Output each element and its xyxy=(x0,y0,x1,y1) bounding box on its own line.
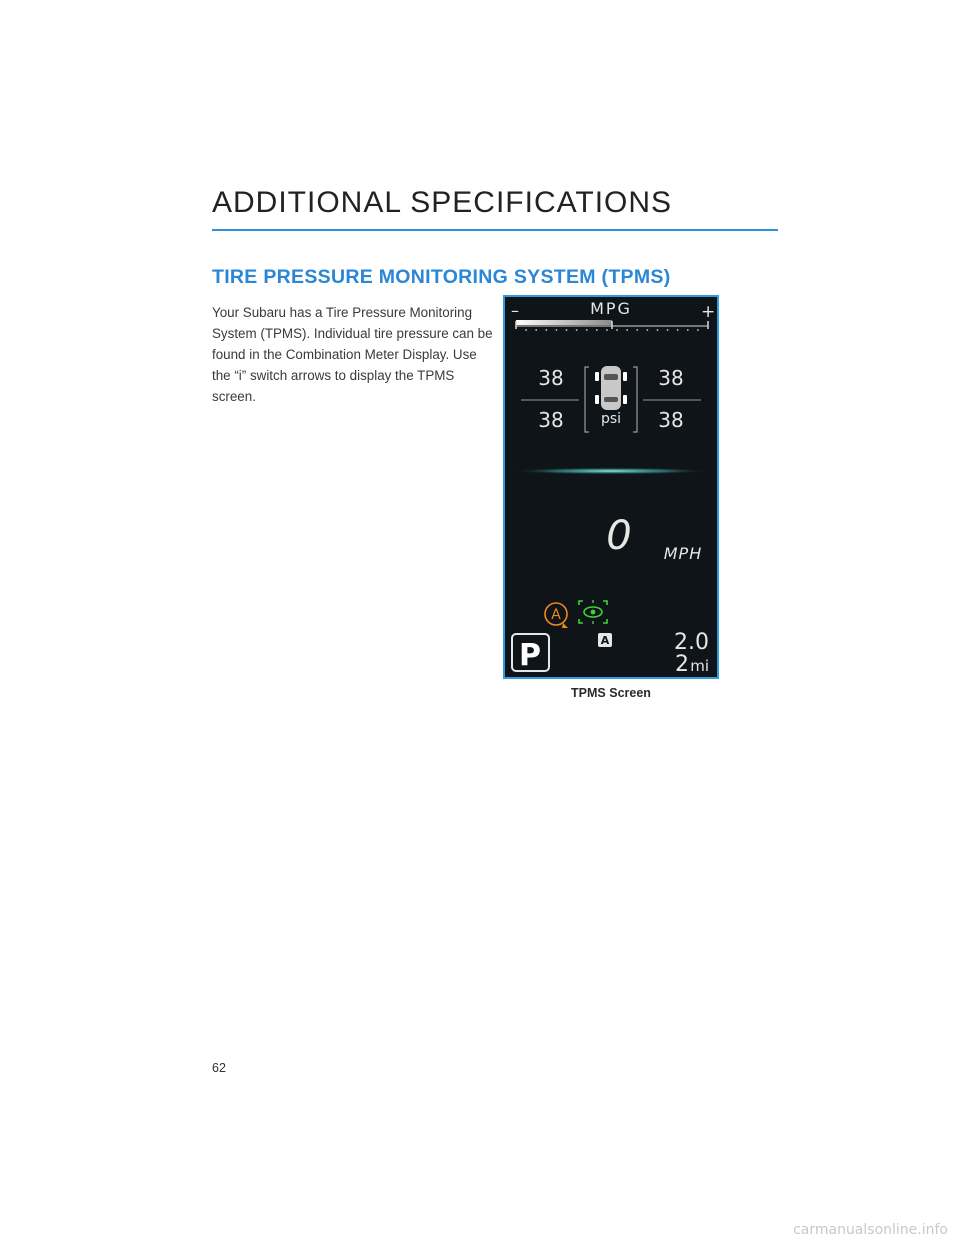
tpms-display-figure xyxy=(503,295,719,679)
auto-stop-letter: A xyxy=(551,607,561,623)
mpg-scale-dot xyxy=(677,329,679,331)
mpg-scale-dot xyxy=(576,329,578,331)
tire-rear-right-pressure: 38 xyxy=(658,408,684,432)
car-top-view-icon xyxy=(595,366,627,410)
speed-unit: MPH xyxy=(663,544,703,563)
speed-value: 0 xyxy=(606,513,632,559)
mpg-label: MPG xyxy=(590,299,632,318)
mpg-scale-dot xyxy=(636,329,638,331)
mpg-scale-dot xyxy=(657,329,659,331)
pressure-unit: psi xyxy=(600,411,622,427)
gear-indicator: P xyxy=(519,638,541,673)
page-heading: TIRE PRESSURE MONITORING SYSTEM (TPMS) xyxy=(212,266,671,288)
mpg-scale-dot xyxy=(535,329,537,331)
intro-paragraph: Your Subaru has a Tire Pressure Monitoring System (TPMS). Individual tire pressure can be found in the Combination Meter Display. Use the “i” switch arrows to display the TPMS screen. xyxy=(212,305,493,404)
mpg-scale-dot xyxy=(646,329,648,331)
mpg-scale-dot xyxy=(667,329,669,331)
mpg-plus: + xyxy=(701,302,716,322)
section-title: ADDITIONAL SPECIFICATIONS xyxy=(212,186,673,219)
mpg-scale-dot xyxy=(545,329,547,331)
mpg-scale-dots xyxy=(525,329,699,331)
mpg-bar-fill xyxy=(516,320,612,325)
mpg-scale-dot xyxy=(566,329,568,331)
tire-front-left-pressure: 38 xyxy=(538,366,564,390)
eyesight-icon xyxy=(579,600,607,624)
mpg-scale-dot xyxy=(525,329,527,331)
mpg-scale-dot xyxy=(687,329,689,331)
tire-front-right-pressure: 38 xyxy=(658,366,684,390)
tpms-bracket-left xyxy=(585,367,589,432)
mpg-scale-dot xyxy=(586,329,588,331)
range-value: 2 xyxy=(675,652,689,677)
figure-caption: TPMS Screen xyxy=(571,686,651,700)
drive-mode-letter: A xyxy=(600,634,610,647)
combination-meter-display xyxy=(505,297,717,677)
mpg-minus: – xyxy=(511,301,519,320)
auto-start-stop-icon xyxy=(545,603,568,628)
mpg-scale-dot xyxy=(606,329,608,331)
mpg-scale-dot xyxy=(626,329,628,331)
tpms-bracket-right xyxy=(633,367,637,432)
section-divider xyxy=(212,229,778,231)
watermark: carmanualsonline.info xyxy=(793,1222,948,1238)
range-unit: mi xyxy=(690,657,709,675)
mpg-scale-dot xyxy=(616,329,618,331)
mpg-scale-dot xyxy=(697,329,699,331)
mpg-scale-dot xyxy=(596,329,598,331)
mpg-scale-dot xyxy=(556,329,558,331)
tire-rear-left-pressure: 38 xyxy=(538,408,564,432)
trip-value: 2.0 xyxy=(674,630,709,655)
glow-divider xyxy=(511,468,711,475)
page-number: 62 xyxy=(212,1061,226,1075)
